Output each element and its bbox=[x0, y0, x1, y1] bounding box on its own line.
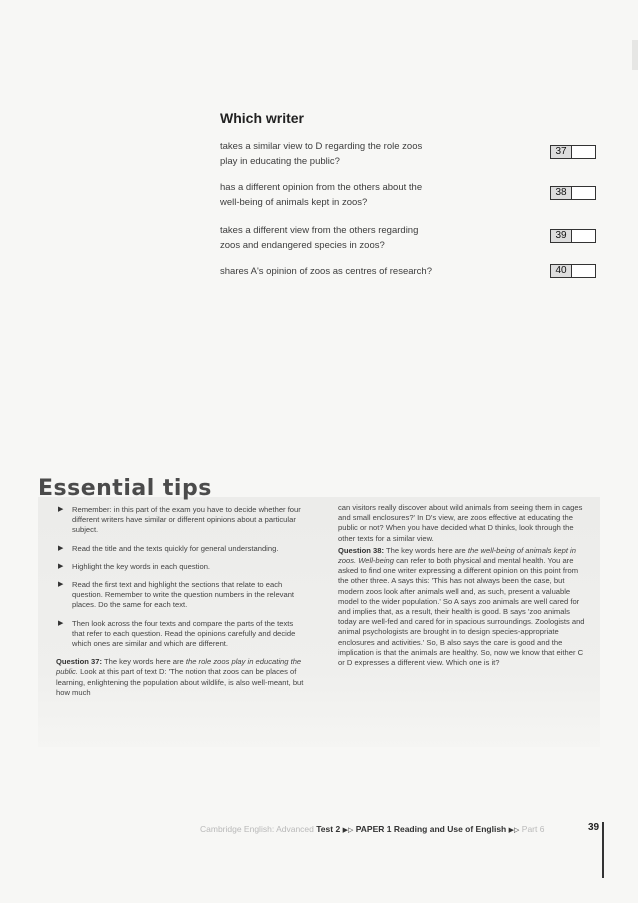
answer-box-37[interactable] bbox=[550, 145, 596, 159]
footer-series: Cambridge English: Advanced bbox=[200, 824, 314, 834]
answer-blank[interactable] bbox=[572, 187, 595, 199]
question-text-line: well-being of animals kept in zoos? bbox=[220, 197, 368, 208]
question-text-line: takes a different view from the others regarding bbox=[220, 225, 419, 236]
bullet-arrow-icon: ▶ bbox=[58, 544, 64, 552]
page-footer bbox=[200, 824, 600, 834]
answer-number: 38 bbox=[551, 187, 572, 199]
question-text-line: shares A's opinion of zoos as centres of research? bbox=[220, 266, 432, 277]
answer-number: 40 bbox=[551, 265, 572, 277]
page-edge-shadow bbox=[632, 40, 638, 70]
answer-number: 37 bbox=[551, 146, 572, 158]
answer-box-38[interactable] bbox=[550, 186, 596, 200]
tip-text: Read the first text and highlight the sections that relate to each question. Remember to write the question numbers in the relevant places. Do the same for each text. bbox=[72, 580, 295, 610]
question-37 bbox=[220, 139, 460, 169]
question-38-label: Question 38: bbox=[338, 545, 384, 555]
footer-part: Part 6 bbox=[521, 824, 545, 834]
tip-bullet bbox=[56, 619, 306, 650]
tip-bullet bbox=[56, 544, 306, 554]
question-text-line: play in educating the public? bbox=[220, 156, 340, 167]
question-37-tip-continued: can visitors really discover about wild animals from seeing them in cages and small enclosures?' In D's view, are zoos effective at educating the public or not? When you have decided what D thinks, look through the other texts for a similar view. bbox=[338, 503, 583, 543]
tip-text: Read the title and the texts quickly for general understanding. bbox=[72, 543, 279, 553]
tips-title: Essential tips bbox=[38, 476, 212, 501]
tip-key-words: the well-being of animals kept in zoos. Well-being bbox=[338, 545, 576, 566]
tip-text: can refer to both physical and mental health. You are asked to find one writer expressing a different opinion on this point from the other three. A says this: 'This has not always been the case, but modern zoos look after animals well and, as such, present a valuable model to the wider population.' So A says zoo animals are well cared for and implies that, as a result, their health is good. B says 'zoo animals today are well-fed and cared for in spacious surroundings. Zoologists and animal psychologists are brought in to design species-appropriate enclosures and activities.' So, B also says the care is good and the implication is that the animals are healthy. So, now we know that either C or D expresses a different view. Which one is it? bbox=[338, 556, 585, 668]
tip-text: Then look across the four texts and compare the parts of the texts that refer to each question. Read the opinions carefully and decide which ones are similar and which are different. bbox=[72, 618, 296, 649]
question-text-line: zoos and endangered species in zoos? bbox=[220, 240, 385, 251]
footer-arrow-icon: ▶▷ bbox=[508, 827, 520, 834]
tip-text: The key words here are bbox=[385, 545, 466, 555]
footer-test: Test 2 bbox=[316, 824, 341, 834]
bullet-arrow-icon: ▶ bbox=[58, 506, 64, 513]
question-37-label: Question 37: bbox=[56, 657, 102, 667]
question-39 bbox=[220, 223, 460, 253]
tip-text: The key words here are bbox=[103, 657, 184, 667]
tip-key-words: the role zoos play in educating the public. bbox=[56, 657, 302, 677]
footer-paper: PAPER 1 bbox=[355, 824, 392, 834]
answer-blank[interactable] bbox=[572, 146, 595, 158]
page-number-rule bbox=[602, 822, 604, 878]
tip-text: Look at this part of text D: 'The notion that zoos can be places of learning, enlightening the population about wildlife, is also well-meant, but how much bbox=[56, 667, 304, 697]
tip-text: Remember: in this part of the exam you have to decide whether four different writers have similar or different opinions about a particular subject. bbox=[72, 505, 301, 535]
question-37-tip bbox=[56, 657, 306, 698]
tip-bullet bbox=[56, 505, 306, 536]
answer-blank[interactable] bbox=[572, 230, 595, 242]
answer-blank[interactable] bbox=[572, 265, 595, 277]
answer-box-40[interactable] bbox=[550, 264, 596, 278]
answer-number: 39 bbox=[551, 230, 572, 242]
answer-box-39[interactable] bbox=[550, 229, 596, 243]
tips-left-column bbox=[56, 505, 306, 700]
footer-section: Reading and Use of English bbox=[393, 824, 507, 834]
question-text-line: takes a similar view to D regarding the role zoos bbox=[220, 141, 423, 152]
tip-bullet bbox=[56, 562, 306, 572]
question-38-tip bbox=[338, 546, 588, 668]
question-38 bbox=[220, 180, 460, 210]
tip-text: Highlight the key words in each question. bbox=[72, 561, 211, 571]
bullet-arrow-icon: ▶ bbox=[58, 562, 64, 570]
page-number: 39 bbox=[588, 822, 600, 833]
footer-arrow-icon: ▶▷ bbox=[342, 827, 354, 834]
tips-right-column bbox=[338, 503, 588, 670]
question-text-line: has a different opinion from the others about the bbox=[220, 182, 423, 193]
bullet-arrow-icon: ▶ bbox=[58, 581, 64, 589]
question-40 bbox=[220, 264, 480, 279]
bullet-arrow-icon: ▶ bbox=[58, 619, 64, 627]
tip-bullet bbox=[56, 580, 306, 611]
section-heading: Which writer bbox=[220, 110, 305, 126]
